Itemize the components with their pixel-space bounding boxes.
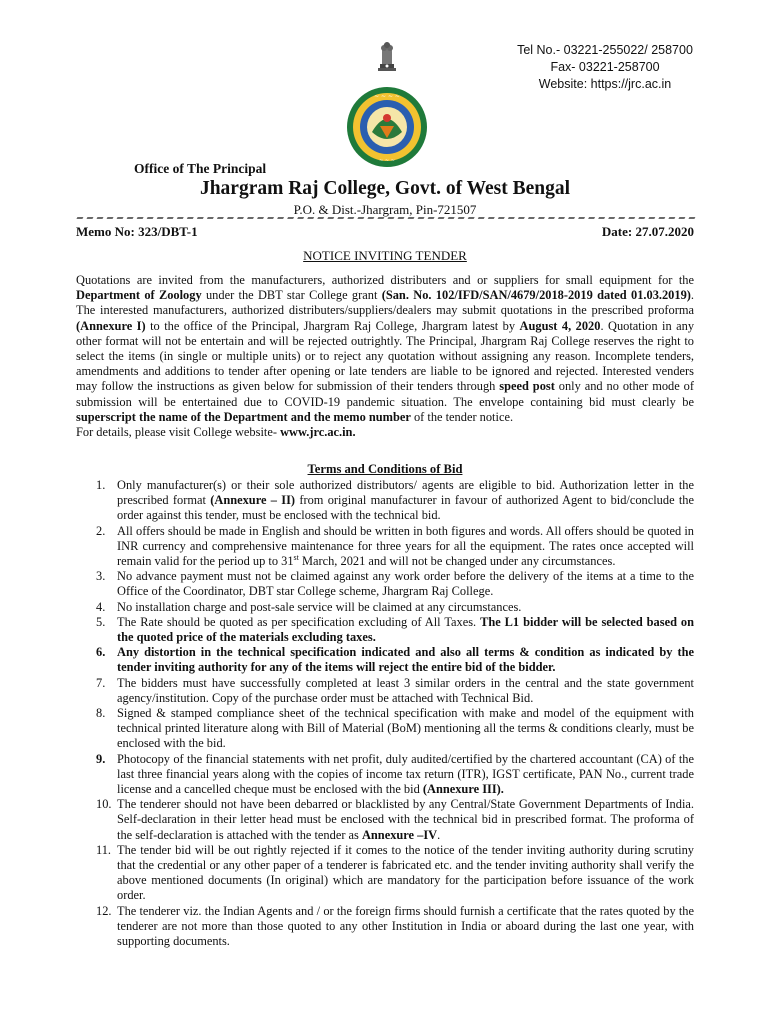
text-run: The tender bid will be out rightly rejected if it comes to the notice of the tender inviting authority during scrutiny that the credential or any other paper of a tenderer is fabricated etc. and the tender inviting authority shall verify the above mentioned documents (In original) which are mandatory for the participation before issuance of the work order. <box>117 842 694 903</box>
superscript: st <box>293 552 299 562</box>
term-number: 8. <box>96 706 106 721</box>
term-number: 12. <box>96 903 112 918</box>
header-divider <box>75 217 696 223</box>
memo-number: Memo No: 323/DBT-1 <box>76 224 198 239</box>
college-address: P.O. & Dist.-Jhargram, Pin-721507 <box>293 202 477 217</box>
details-paragraph <box>76 425 694 440</box>
tel-number: Tel No.- 03221-255022/ 258700 <box>517 43 693 57</box>
term-number: 6. <box>96 645 106 660</box>
text-run: Only manufacturer(s) or their sole authorized distributors/ agents are eligible to bid. Authorization letter in the prescribed format <box>117 478 694 508</box>
term-number: 5. <box>96 614 106 629</box>
text-run: Photocopy of the financial statements with net profit, duly audited/certified by the chartered accountant (CA) of the last three financial years along with the copies of income tax return (ITR), IGST certificate, PAN No., current trade license and a cancelled cheque must be enclosed with the bid <box>117 751 694 797</box>
term-number: 2. <box>96 523 106 538</box>
college-seal-icon <box>346 86 428 168</box>
term-item <box>76 645 694 675</box>
text-run: of the tender notice. <box>410 409 514 424</box>
notice-date: Date: 27.07.2020 <box>601 224 694 239</box>
text-run: to the office of the Principal, Jhargram Raj College, Jhargram latest by <box>145 318 520 333</box>
text-run: The Rate should be quoted as per specification excluding of All Taxes. <box>117 614 481 629</box>
annexure-ref: (Annexure – II) <box>210 493 296 508</box>
office-label: Office of The Principal <box>134 161 267 176</box>
deadline-date: August 4, 2020 <box>519 318 601 333</box>
term-item <box>76 676 694 706</box>
terms-title: Terms and Conditions of Bid <box>307 462 463 476</box>
term-number: 1. <box>96 478 106 492</box>
term-item <box>76 524 694 570</box>
term-item <box>76 797 694 843</box>
notice-title: NOTICE INVITING TENDER <box>303 248 467 263</box>
annexure-ref: (Annexure I) <box>76 318 146 333</box>
term-number: 7. <box>96 675 106 690</box>
text-run: . The interested manufacturers, authorized distributers/suppliers/dealers may submit quotations in the prescribed proforma <box>76 288 694 318</box>
term-number: 11. <box>96 842 112 857</box>
term-item <box>76 600 694 615</box>
annexure-ref: Annexure –IV <box>361 827 438 842</box>
website: Website: https://jrc.ac.in <box>538 77 672 91</box>
annexure-ref: (Annexure III). <box>422 782 504 797</box>
text-run: For details, please visit College website- <box>76 425 281 440</box>
fax-number: Fax- 03221-258700 <box>550 60 660 74</box>
svg-text:~ ~ ~: ~ ~ ~ <box>379 158 395 164</box>
superscript-instruction: superscript the name of the Department and the memo number <box>76 409 411 424</box>
text-run: No advance payment must not be claimed against any work order before the delivery of the items at a time to the Office of the Coordinator, DBT star College scheme, Jhargram Raj College. <box>117 569 694 599</box>
term-item <box>76 706 694 752</box>
contact-block <box>500 42 710 93</box>
term-item <box>76 752 694 798</box>
department-name: Department of Zoology <box>76 288 202 303</box>
term-number: 9. <box>96 751 106 766</box>
text-run: The tenderer viz. the Indian Agents and / or the foreign firms should furnish a certificate that the rates quoted by the tenderer are not more than those quoted to any other Institution in India or aboard during the last one year, with supporting documents. <box>117 903 694 949</box>
text-run: March, 2021 and will not be changed under any circumstances. <box>298 554 616 569</box>
term-number: 3. <box>96 569 106 584</box>
term-number: 10. <box>96 797 112 812</box>
text-run: No installation charge and post-sale service will be claimed at any circumstances. <box>117 599 522 614</box>
text-run: under the DBT star College grant <box>201 288 382 303</box>
bold-text: The L1 bidder will be selected based on the quoted price of the materials excluding taxes. <box>117 614 694 645</box>
text-run: The tenderer should not have been debarred or blacklisted by any Central/State Government Departments of India. Self-declaration in their letter head must be enclosed with the technical bid in prescribed format. The proforma of the self-declaration is attached with the tender as <box>117 797 694 842</box>
speed-post: speed post <box>499 379 555 394</box>
text-run: Signed & stamped compliance sheet of the technical specification with make and model of the equipment with technical printed literature along with Bill of Material (BoM) mentioning all the terms & conditions clearly, must be enclosed with the bid. <box>117 706 694 751</box>
intro-paragraph <box>76 273 694 425</box>
college-name: Jhargram Raj College, Govt. of West Bengal <box>199 178 571 199</box>
college-website-link[interactable]: www.jrc.ac.in. <box>280 425 356 440</box>
text-run: The bidders must have successfully completed at least 3 similar orders in the central and the state government agency/institution. Copy of the purchase order must be attached with Technical Bid. <box>117 675 694 705</box>
text-run: Any distortion in the technical specification indicated and also all terms & condition as indicated by the tender inviting authority for any of the items will reject the entire bid of the bidder. <box>117 645 694 675</box>
term-item <box>76 615 694 645</box>
term-item <box>76 904 694 950</box>
term-item <box>76 569 694 599</box>
text-run: . Quotation in any other format will not be entertain and will be rejected outrightly. The Principal, Jhargram Raj College reserves the right to select the items (in single or multiple units) or to reject any quotation without assigning any reason. Incomplete tenders, amendments and additions to tender after opening or late tenders are liable to be ignored and rejected. Interested venders may follow the instructions as given below for submission of their tenders through <box>76 318 695 394</box>
ashoka-emblem-icon <box>374 38 400 74</box>
text-run: only and no other mode of submission will be entertained due to COVID-19 pandemic situation. The envelope containing bid must clearly be <box>76 379 694 409</box>
text-run: from original manufacturer in favour of authorized Agent to bid/conclude the order against this tender, must be enclosed with the technical bid. <box>117 493 695 523</box>
text-run: . <box>437 827 441 842</box>
text-run: All offers should be made in English and should be written in both figures and words. All offers should be quoted in INR currency and comprehensive maintenance for three years for all the equipment. The rates once accepted will remain valid for the period up to 31 <box>117 523 694 569</box>
notice-body <box>76 273 694 440</box>
term-item <box>76 843 694 904</box>
svg-text:~ ~ ~ ~: ~ ~ ~ ~ <box>374 93 400 100</box>
term-item <box>76 478 694 524</box>
text-run: Quotations are invited from the manufacturers, authorized distributers and or suppliers for small equipment for the <box>76 273 694 287</box>
terms-list <box>76 478 694 949</box>
sanction-number: (San. No. 102/IFD/SAN/4679/2018-2019 dated 01.03.2019) <box>381 288 691 303</box>
term-number: 4. <box>96 599 106 614</box>
